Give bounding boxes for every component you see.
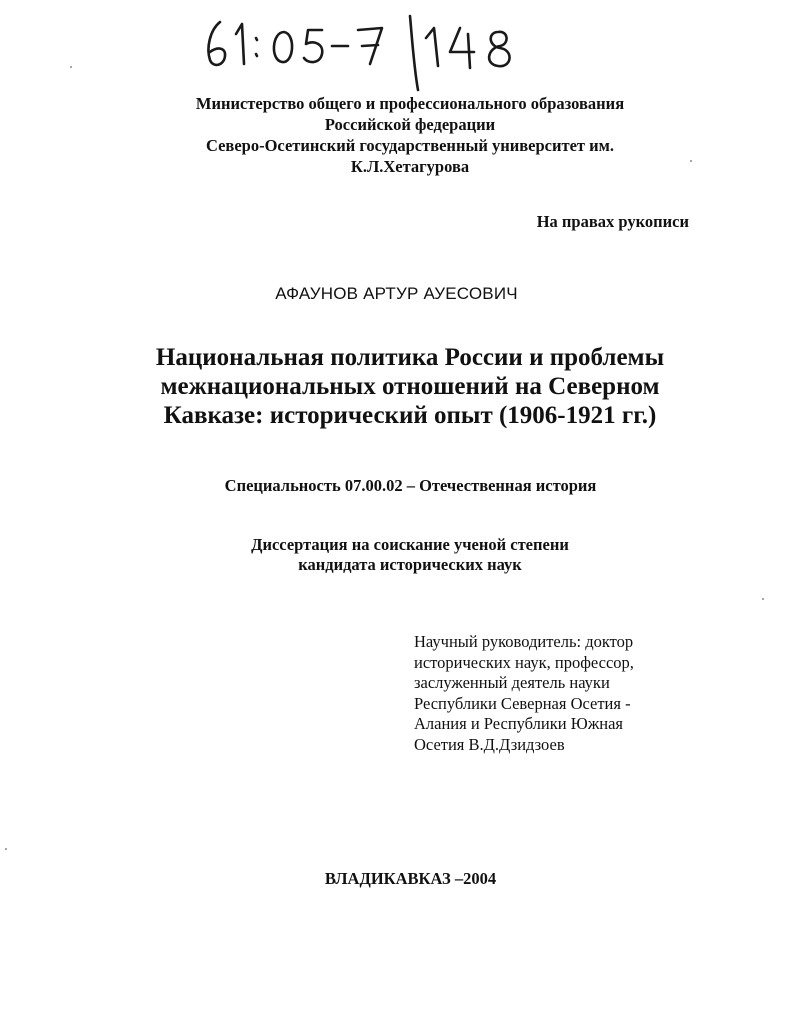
author-name: АФАУНОВ АРТУР АУЕСОВИЧ: [275, 284, 518, 303]
supervisor-line: Научный руководитель: доктор: [414, 632, 634, 651]
city-year: ВЛАДИКАВКАЗ –2004: [324, 869, 497, 888]
degree-line: кандидата исторических наук: [298, 555, 522, 574]
scan-speck: [5, 848, 7, 850]
supervisor-line: Осетия В.Д.Дзидзоев: [414, 734, 565, 754]
degree-statement: [180, 535, 640, 575]
supervisor-block: [414, 632, 694, 755]
handwriting-drawing: [198, 8, 538, 98]
ministry-line: Российской федерации: [324, 115, 496, 134]
supervisor-line: заслуженный деятель науки: [414, 673, 610, 692]
ministry-line: Северо-Осетинский государственный университет им.: [205, 136, 614, 155]
title-line: Кавказе: исторический опыт (1906-1921 гг.): [163, 402, 657, 429]
rights-note: На правах рукописи: [536, 212, 689, 231]
supervisor-line: Республики Северная Осетия -: [414, 693, 631, 713]
title-line: межнациональных отношений на Северном: [160, 373, 660, 400]
title-line: Национальная политика России и проблемы: [155, 344, 665, 371]
ministry-line: К.Л.Хетагурова: [350, 157, 470, 176]
supervisor-line: исторических наук, профессор,: [414, 652, 634, 672]
specialty-line: Специальность 07.00.02 – Отечественная история: [224, 476, 597, 495]
degree-line: Диссертация на соискание ученой степени: [251, 535, 569, 554]
scan-speck: [762, 598, 764, 600]
handwritten-archive-number: [198, 8, 538, 98]
supervisor-line: Алания и Республики Южная: [414, 714, 624, 733]
ministry-line: Министерство общего и профессионального образования: [195, 94, 625, 113]
ministry-header: [140, 93, 680, 177]
scan-speck: [690, 160, 692, 162]
dissertation-title: [100, 343, 720, 430]
scan-speck: [70, 66, 72, 68]
